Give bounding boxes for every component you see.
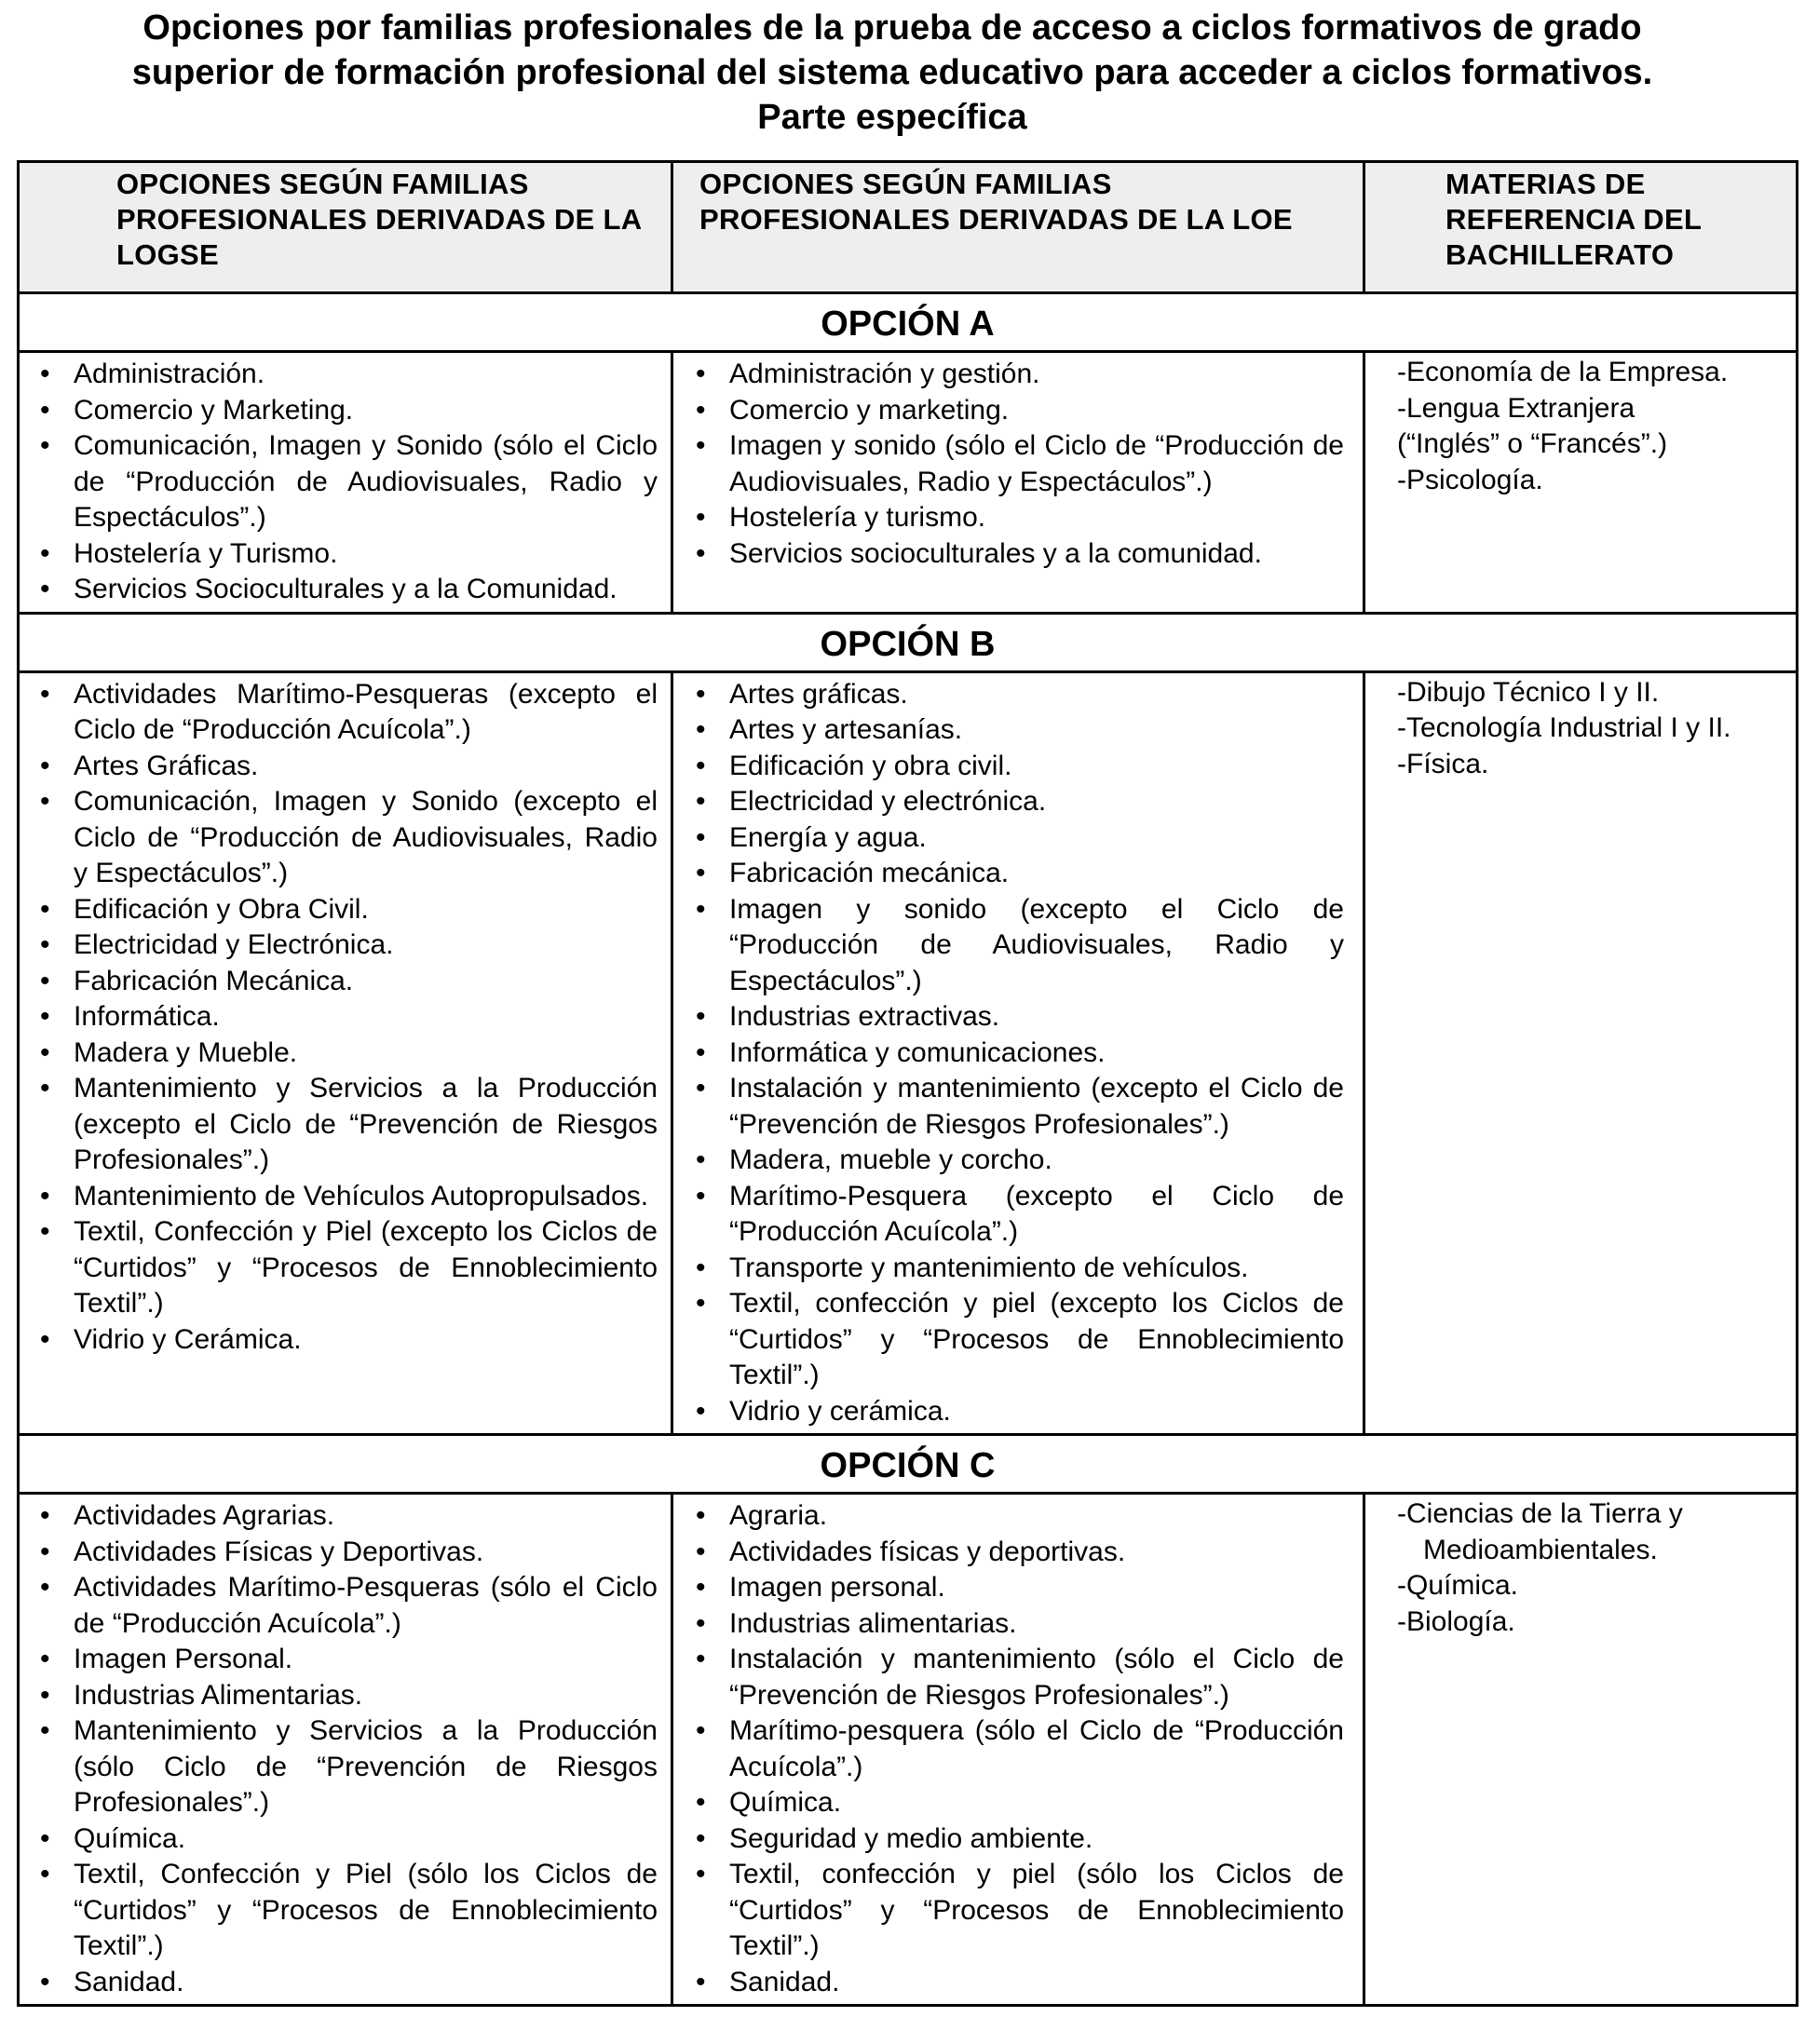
list-item: • Artes Gráficas. bbox=[31, 749, 658, 785]
list-item: • Marítimo-pesquera (sólo el Ciclo de “Producción Acuícola”.) bbox=[686, 1713, 1344, 1785]
list-item: • Química. bbox=[31, 1821, 658, 1858]
loe-families-cell bbox=[672, 352, 1364, 614]
list-item: • Transporte y mantenimiento de vehículos. bbox=[686, 1251, 1344, 1287]
list-item: • Vidrio y Cerámica. bbox=[31, 1322, 658, 1359]
list-item: • Informática y comunicaciones. bbox=[686, 1036, 1344, 1072]
list-item: • Actividades físicas y deportivas. bbox=[686, 1535, 1344, 1571]
list-item: • Hostelería y Turismo. bbox=[31, 536, 658, 573]
logse-families-cell bbox=[19, 1494, 672, 2006]
loe-families-list bbox=[686, 357, 1344, 572]
list-item: • Actividades Marítimo-Pesqueras (excepto el Ciclo de “Producción Acuícola”.) bbox=[31, 677, 658, 749]
list-item: • Fabricación mecánica. bbox=[686, 856, 1344, 892]
materia-line: -Dibujo Técnico I y II. bbox=[1397, 676, 1660, 708]
materias-cell bbox=[1364, 352, 1798, 614]
list-item: • Fabricación Mecánica. bbox=[31, 964, 658, 1000]
materia-line: -Ciencias de la Tierra y bbox=[1397, 1498, 1683, 1529]
title-line-1: Opciones por familias profesionales de la prueba de acceso a ciclos formativos de grado bbox=[142, 8, 1642, 47]
option-heading: OPCIÓN C bbox=[19, 1435, 1798, 1494]
list-item: • Artes y artesanías. bbox=[686, 712, 1344, 749]
list-item: • Sanidad. bbox=[686, 1965, 1344, 2001]
materia-line: -Química. bbox=[1397, 1570, 1519, 1601]
title-line-2: superior de formación profesional del sistema educativo para acceder a ciclos formativos. bbox=[131, 53, 1653, 92]
list-item: • Electricidad y Electrónica. bbox=[31, 927, 658, 964]
materia-line: -Lengua Extranjera bbox=[1397, 392, 1635, 424]
list-item: • Comunicación, Imagen y Sonido (excepto el Ciclo de “Producción de Audiovisuales, Radio y Espectáculos”.) bbox=[31, 784, 658, 892]
option-row bbox=[19, 293, 1798, 352]
list-item: • Comercio y marketing. bbox=[686, 393, 1344, 429]
list-item: • Comunicación, Imagen y Sonido (sólo el Ciclo de “Producción de Audiovisuales, Radio y Espectáculos”.) bbox=[31, 428, 658, 536]
header-loe: OPCIONES SEGÚN FAMILIAS PROFESIONALES DERIVADAS DE LA LOE bbox=[672, 162, 1364, 293]
logse-families-cell bbox=[19, 352, 672, 614]
logse-families-list bbox=[31, 357, 658, 608]
list-item: • Agraria. bbox=[686, 1498, 1344, 1535]
loe-families-list bbox=[686, 677, 1344, 1430]
list-item: • Imagen y sonido (sólo el Ciclo de “Producción de Audiovisuales, Radio y Espectáculos”.) bbox=[686, 428, 1344, 500]
list-item: • Instalación y mantenimiento (sólo el Ciclo de “Prevención de Riesgos Profesionales”.) bbox=[686, 1642, 1344, 1713]
list-item: • Administración y gestión. bbox=[686, 357, 1344, 393]
list-item: • Edificación y Obra Civil. bbox=[31, 892, 658, 928]
materia-line: (“Inglés” o “Francés”.) bbox=[1397, 428, 1668, 459]
loe-families-cell bbox=[672, 671, 1364, 1435]
list-item: • Instalación y mantenimiento (excepto el Ciclo de “Prevención de Riesgos Profesionales”.) bbox=[686, 1071, 1344, 1143]
option-heading: OPCIÓN A bbox=[19, 293, 1798, 352]
list-item: • Mantenimiento de Vehículos Autopropulsados. bbox=[31, 1179, 658, 1215]
list-item: • Administración. bbox=[31, 357, 658, 393]
list-item: • Mantenimiento y Servicios a la Producción (sólo Ciclo de “Prevención de Riesgos Profesionales”.) bbox=[31, 1713, 658, 1821]
list-item: • Marítimo-Pesquera (excepto el Ciclo de “Producción Acuícola”.) bbox=[686, 1179, 1344, 1251]
header-row bbox=[19, 162, 1798, 293]
title-line-3: Parte específica bbox=[757, 98, 1027, 137]
list-item: • Informática. bbox=[31, 999, 658, 1036]
loe-families-list bbox=[686, 1498, 1344, 2000]
logse-families-list bbox=[31, 1498, 658, 2000]
materia-line: Medioambientales. bbox=[1423, 1534, 1658, 1565]
loe-families-cell bbox=[672, 1494, 1364, 2006]
list-item: • Industrias alimentarias. bbox=[686, 1606, 1344, 1643]
list-item: • Imagen Personal. bbox=[31, 1642, 658, 1678]
list-item: • Servicios Socioculturales y a la Comunidad. bbox=[31, 572, 658, 608]
list-item: • Comercio y Marketing. bbox=[31, 393, 658, 429]
materias-cell bbox=[1364, 1494, 1798, 2006]
materia-line: -Tecnología Industrial I y II. bbox=[1397, 712, 1731, 743]
option-content-row bbox=[19, 671, 1798, 1435]
list-item: • Hostelería y turismo. bbox=[686, 500, 1344, 536]
list-item: • Textil, confección y piel (sólo los Ciclos de “Curtidos” y “Procesos de Ennoblecimiento Textil”.) bbox=[686, 1857, 1344, 1965]
list-item: • Textil, Confección y Piel (sólo los Ciclos de “Curtidos” y “Procesos de Ennoblecimiento Textil”.) bbox=[31, 1857, 658, 1965]
header-logse: OPCIONES SEGÚN FAMILIAS PROFESIONALES DERIVADAS DE LA LOGSE bbox=[19, 162, 672, 293]
list-item: • Actividades Marítimo-Pesqueras (sólo el Ciclo de “Producción Acuícola”.) bbox=[31, 1570, 658, 1642]
logse-families-cell bbox=[19, 671, 672, 1435]
header-materias: MATERIAS DE REFERENCIA DEL BACHILLERATO bbox=[1364, 162, 1798, 293]
list-item: • Actividades Físicas y Deportivas. bbox=[31, 1535, 658, 1571]
list-item: • Industrias Alimentarias. bbox=[31, 1678, 658, 1714]
materia-line: -Física. bbox=[1397, 748, 1489, 779]
list-item: • Seguridad y medio ambiente. bbox=[686, 1821, 1344, 1858]
list-item: • Química. bbox=[686, 1785, 1344, 1821]
list-item: • Madera y Mueble. bbox=[31, 1036, 658, 1072]
document-title bbox=[37, 6, 1747, 140]
option-content-row bbox=[19, 352, 1798, 614]
materia-line: -Biología. bbox=[1397, 1605, 1515, 1637]
option-heading: OPCIÓN B bbox=[19, 613, 1798, 671]
list-item: • Vidrio y cerámica. bbox=[686, 1394, 1344, 1430]
list-item: • Edificación y obra civil. bbox=[686, 749, 1344, 785]
list-item: • Artes gráficas. bbox=[686, 677, 1344, 713]
options-table bbox=[17, 160, 1798, 2007]
list-item: • Textil, Confección y Piel (excepto los Ciclos de “Curtidos” y “Procesos de Ennoblecimiento Textil”.) bbox=[31, 1214, 658, 1322]
list-item: • Industrias extractivas. bbox=[686, 999, 1344, 1036]
list-item: • Energía y agua. bbox=[686, 820, 1344, 857]
list-item: • Electricidad y electrónica. bbox=[686, 784, 1344, 820]
list-item: • Servicios socioculturales y a la comunidad. bbox=[686, 536, 1344, 573]
option-row bbox=[19, 1435, 1798, 1494]
materias-cell bbox=[1364, 671, 1798, 1435]
list-item: • Imagen personal. bbox=[686, 1570, 1344, 1606]
list-item: • Imagen y sonido (excepto el Ciclo de “Producción de Audiovisuales, Radio y Espectáculos”.) bbox=[686, 892, 1344, 1000]
option-content-row bbox=[19, 1494, 1798, 2006]
list-item: • Sanidad. bbox=[31, 1965, 658, 2001]
option-row bbox=[19, 613, 1798, 671]
list-item: • Actividades Agrarias. bbox=[31, 1498, 658, 1535]
logse-families-list bbox=[31, 677, 658, 1359]
list-item: • Textil, confección y piel (excepto los Ciclos de “Curtidos” y “Procesos de Ennoblecimiento Textil”.) bbox=[686, 1286, 1344, 1394]
materia-line: -Economía de la Empresa. bbox=[1397, 357, 1729, 387]
materia-line: -Psicología. bbox=[1397, 464, 1543, 495]
list-item: • Madera, mueble y corcho. bbox=[686, 1143, 1344, 1179]
list-item: • Mantenimiento y Servicios a la Producción (excepto el Ciclo de “Prevención de Riesgos Profesionales”.) bbox=[31, 1071, 658, 1179]
